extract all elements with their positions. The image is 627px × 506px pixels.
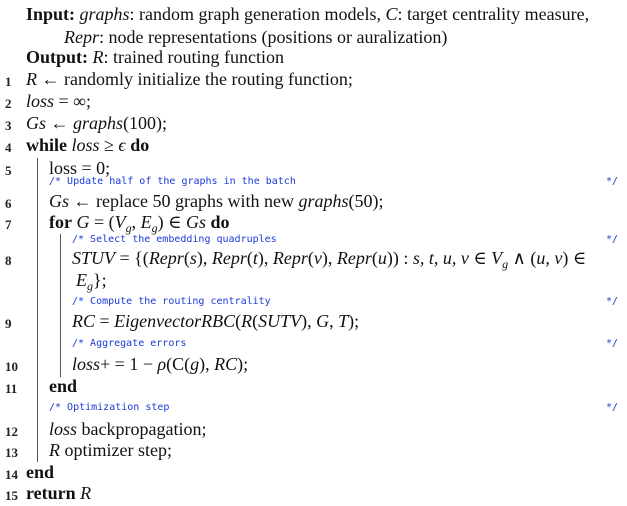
line-number: 6 [5,196,12,211]
stmt-text: ← randomly initialize the routing function; [37,69,353,89]
graphs-var: graphs [79,4,130,24]
keyword-do: do [130,135,150,155]
line-number: 5 [5,163,12,178]
math-var: Gs [49,191,70,211]
line-number: 9 [5,316,12,331]
for-block-rule [60,234,61,377]
math-var: ϵ [118,135,126,155]
keyword-do: do [210,212,230,232]
keyword-while: while [26,135,68,155]
algo-line-8-continuation: $E_g$}; [76,270,107,293]
comment-end: */ [606,234,619,245]
stmt-text: = ∞; [54,91,91,111]
line-number: 13 [5,445,18,460]
comment-end: */ [606,296,619,307]
math-var: loss [26,91,55,111]
keyword-return: return [26,483,76,503]
comment-select: /* Select the embedding quadruples [72,234,277,245]
r-var: R [92,47,104,67]
line-number: 14 [5,467,18,482]
keyword-end: end [49,376,78,396]
graphs-desc: : random graph generation models, [129,4,386,24]
line-number: 11 [5,381,18,396]
while-block-rule [37,158,38,462]
math-var: loss [71,135,100,155]
output-label: Output: [26,47,89,67]
repr-var: Repr [64,27,99,47]
output-desc: : trained routing function [103,47,284,67]
comment-end: */ [606,176,619,187]
output-line [26,47,284,67]
math-var: Gs [26,113,47,133]
line-number: 12 [5,424,18,439]
keyword-end: end [26,462,55,482]
comment-end: */ [606,338,619,349]
input-line-2 [64,27,447,47]
line-number: 10 [5,359,18,374]
line-number: 15 [5,488,18,503]
comment-compute: /* Compute the routing centrality [72,296,271,307]
comment-update: /* Update half of the graphs in the batch [49,176,296,187]
math-var: graphs [73,113,124,133]
c-desc: : target centrality measure, [397,4,590,24]
c-var: C [385,4,398,24]
keyword-for: for [49,212,72,232]
math-var: R [26,69,37,89]
line-number: 4 [5,140,12,155]
comment-optimize: /* Optimization step [49,402,170,413]
repr-desc: : node representations (positions or auralization) [99,27,448,47]
math-var: graphs [298,191,349,211]
line-number: 7 [5,217,12,232]
line-number: 2 [5,96,12,111]
input-label: Input: [26,4,76,24]
stmt-text: loss = 0; [49,158,111,178]
stmt-text: (100); [123,113,168,133]
comment-aggregate: /* Aggregate errors [72,338,187,349]
comment-end: */ [606,402,619,413]
stmt-text: ← [46,113,74,133]
line-number: 3 [5,118,12,133]
line-number: 8 [5,253,12,268]
input-line [26,4,589,24]
line-number: 1 [5,74,12,89]
